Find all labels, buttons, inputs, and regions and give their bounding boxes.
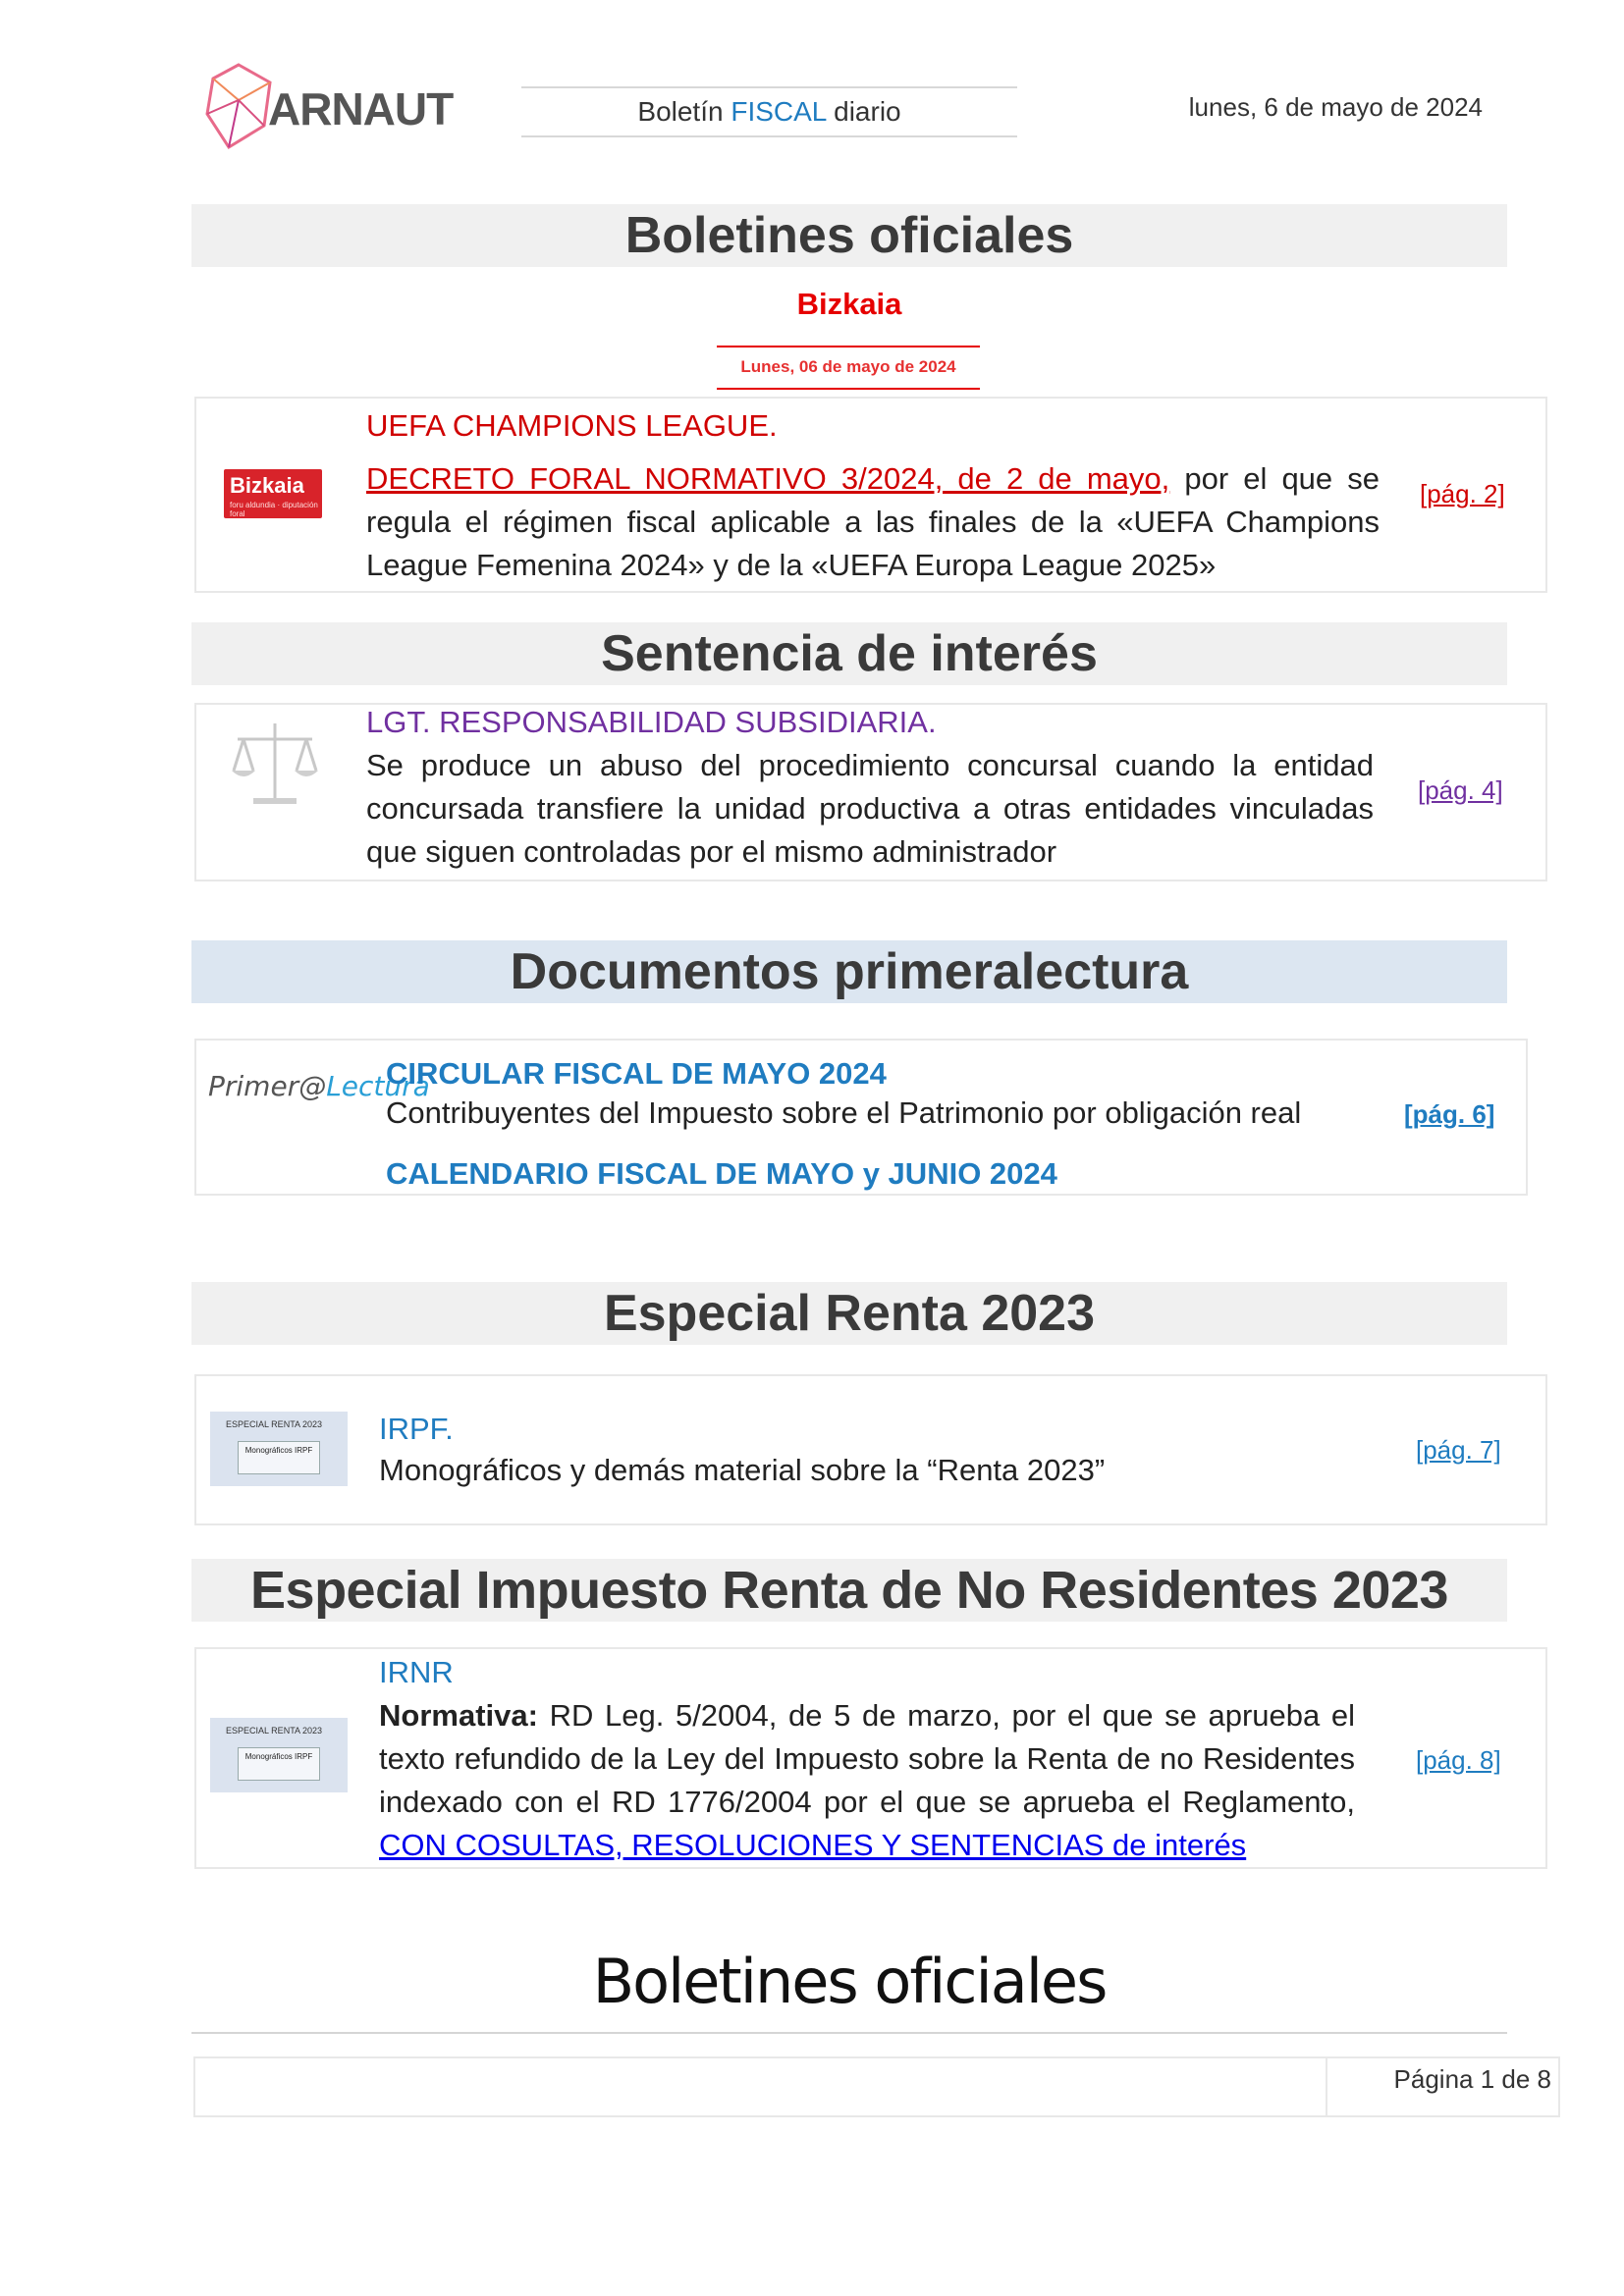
irnr-thumbnail: ESPECIAL RENTA 2023 Monográficos IRPF xyxy=(210,1718,348,1792)
primeralectura-logo: Primer@Lectura xyxy=(208,1070,430,1102)
divider xyxy=(191,2032,1507,2034)
section-title-renta: Especial Renta 2023 xyxy=(191,1282,1507,1345)
page-number: Página 1 de 8 xyxy=(1393,2064,1551,2094)
entry-heading: IRPF. xyxy=(379,1412,454,1446)
entry-body: Se produce un abuso del procedimiento concursal cuando la entidad concursada transfiere la unidad productiva a otras entidades vinculadas que siguen controladas por el mismo administrador xyxy=(366,748,1374,869)
doc-body: Contribuyentes del Impuesto sobre el Patrimonio por obligación real xyxy=(386,1095,1302,1130)
consultas-link[interactable]: CON COSULTAS, RESOLUCIONES Y SENTENCIAS de interés xyxy=(379,1828,1247,1862)
balance-scale-icon xyxy=(226,720,324,810)
section-title-sentencia: Sentencia de interés xyxy=(191,622,1507,685)
entry-body: DECRETO FORAL NORMATIVO 3/2024, de 2 de mayo, por el que se regula el régimen fiscal aplicable a las finales de la «UEFA Champions League Femenina 2024» y de la «UEFA Europa League 2025» xyxy=(366,461,1380,582)
logo-text: ARNAUT xyxy=(268,83,454,134)
page-link-8[interactable]: [pág. 8] xyxy=(1416,1745,1501,1775)
header-date: lunes, 6 de mayo de 2024 xyxy=(1188,92,1483,122)
bulletin-date-stamp: Lunes, 06 de mayo de 2024 xyxy=(740,357,956,376)
divider xyxy=(717,346,980,347)
entry-heading: LGT. RESPONSABILIDAD SUBSIDIARIA. xyxy=(366,705,937,739)
renta-thumbnail: ESPECIAL RENTA 2023 Monográficos IRPF xyxy=(210,1412,348,1486)
divider xyxy=(1326,2056,1327,2117)
doc-heading-calendario[interactable]: CALENDARIO FISCAL DE MAYO y JUNIO 2024 xyxy=(386,1156,1057,1191)
entry-heading: IRNR xyxy=(379,1655,454,1689)
entry-heading: UEFA CHAMPIONS LEAGUE. xyxy=(366,408,778,443)
entry-body: Monográficos y demás material sobre la “Renta 2023” xyxy=(379,1453,1106,1487)
page-link-7[interactable]: [pág. 7] xyxy=(1416,1435,1501,1465)
bulletin-title: Boletín FISCAL diario xyxy=(521,86,1017,137)
section-title-documentos: Documentos primeralectura xyxy=(191,940,1507,1003)
section-title-irnr: Especial Impuesto Renta de No Residentes 2023 xyxy=(191,1559,1507,1622)
decreto-link[interactable]: DECRETO FORAL NORMATIVO 3/2024, de 2 de mayo, xyxy=(366,461,1170,496)
section-title-boletines: Boletines oficiales xyxy=(191,204,1507,267)
page-link-6[interactable]: [pág. 6] xyxy=(1404,1099,1495,1129)
page-link-4[interactable]: [pág. 4] xyxy=(1418,775,1503,805)
arnaut-gem-icon xyxy=(199,61,278,151)
divider xyxy=(717,388,980,390)
footer-section-title: Boletines oficiales xyxy=(592,1946,1107,2017)
arnaut-logo xyxy=(199,61,457,151)
page-link-2[interactable]: [pág. 2] xyxy=(1420,479,1505,508)
doc-heading-circular[interactable]: CIRCULAR FISCAL DE MAYO 2024 xyxy=(386,1056,887,1091)
entry-body: Normativa: RD Leg. 5/2004, de 5 de marzo, por el que se aprueba el texto refundido de la Ley del Impuesto sobre la Renta de no Residentes indexado con el RD 1776/2004 por el que se aprueba el Reglamento, CON COSULTAS, RESOLUCIONES Y SENTENCIAS de interés xyxy=(379,1698,1355,1862)
bizkaia-logo: Bizkaia foru aldundia · diputación foral xyxy=(224,469,322,518)
region-label: Bizkaia xyxy=(796,287,902,321)
